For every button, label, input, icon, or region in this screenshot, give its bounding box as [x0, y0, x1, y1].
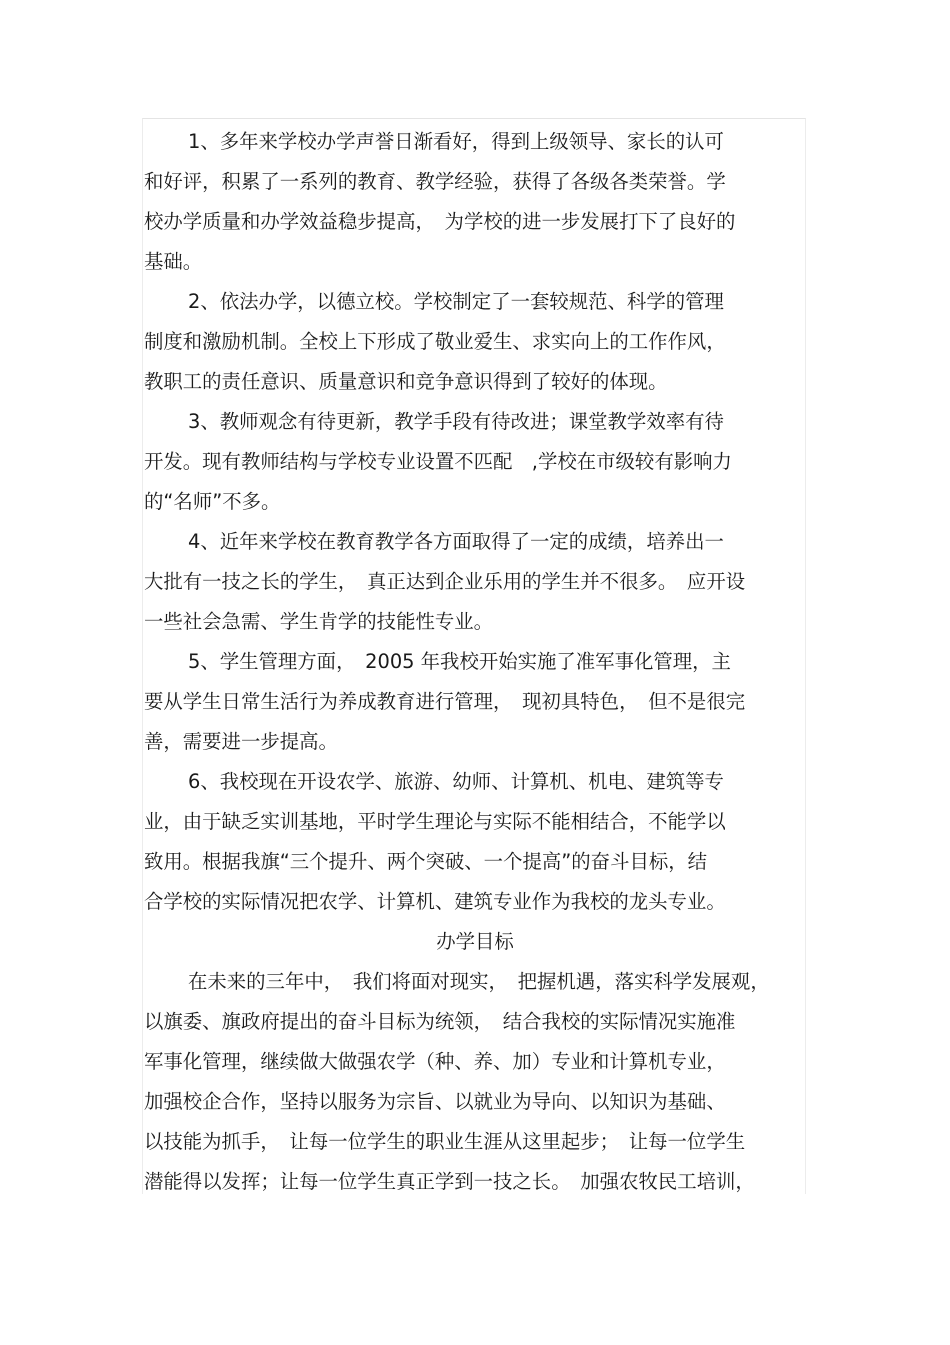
section-heading: 办学目标 — [436, 930, 514, 953]
paragraph-line: 要从学生日常生活行为养成教育进行管理， 现初具特色， 但不是很完 — [144, 690, 746, 713]
paragraph-line: 致用。根据我旗“三个提升、两个突破、一个提高”的奋斗目标，结 — [144, 850, 708, 873]
paragraph-line: 合学校的实际情况把农学、计算机、建筑专业作为我校的龙头专业。 — [144, 890, 726, 913]
paragraph-line: 制度和激励机制。全校上下形成了敬业爱生、求实向上的工作作风， — [144, 330, 726, 353]
paragraph-line: 一些社会急需、学生肯学的技能性专业。 — [144, 610, 494, 633]
paragraph-line: 3、教师观念有待更新，教学手段有待改进；课堂教学效率有待 — [188, 410, 724, 433]
paragraph-line: 以技能为抓手， 让每一位学生的职业生涯从这里起步； 让每一位学生 — [144, 1130, 746, 1153]
paragraph-line: 开发。现有教师结构与学校专业设置不匹配 ,学校在市级较有影响力 — [144, 450, 732, 473]
document-body — [144, 122, 806, 1202]
paragraph-line: 校办学质量和办学效益稳步提高， 为学校的进一步发展打下了良好的 — [144, 210, 736, 233]
paragraph-line: 基础。 — [144, 250, 203, 273]
paragraph-line: 以旗委、旗政府提出的奋斗目标为统领， 结合我校的实际情况实施准 — [144, 1010, 736, 1033]
paragraph-line: 1、多年来学校办学声誉日渐看好，得到上级领导、家长的认可 — [188, 130, 724, 153]
paragraph-line: 潜能得以发挥；让每一位学生真正学到一技之长。 加强农牧民工培训， — [144, 1170, 755, 1193]
paragraph-line: 4、近年来学校在教育教学各方面取得了一定的成绩，培养出一 — [188, 530, 724, 553]
paragraph-line: 的“名师”不多。 — [144, 490, 281, 513]
paragraph-line: 大批有一技之长的学生， 真正达到企业乐用的学生并不很多。 应开设 — [144, 570, 746, 593]
paragraph-line: 2、依法办学，以德立校。学校制定了一套较规范、科学的管理 — [188, 290, 724, 313]
paragraph-line: 军事化管理，继续做大做强农学（种、养、加）专业和计算机专业， — [144, 1050, 726, 1073]
paragraph-line: 教职工的责任意识、质量意识和竞争意识得到了较好的体现。 — [144, 370, 668, 393]
paragraph-line: 和好评，积累了一系列的教育、教学经验，获得了各级各类荣誉。学 — [144, 170, 726, 193]
paragraph-line: 6、我校现在开设农学、旅游、幼师、计算机、机电、建筑等专 — [188, 770, 724, 793]
paragraph-line: 善，需要进一步提高。 — [144, 730, 338, 753]
paragraph-line: 在未来的三年中， 我们将面对现实， 把握机遇，落实科学发展观， — [188, 970, 770, 993]
paragraph-line: 业，由于缺乏实训基地，平时学生理论与实际不能相结合，不能学以 — [144, 810, 726, 833]
paragraph-line: 加强校企合作，坚持以服务为宗旨、以就业为导向、以知识为基础、 — [144, 1090, 726, 1113]
paragraph-line: 5、学生管理方面， 2005 年我校开始实施了准军事化管理，主 — [188, 650, 731, 673]
